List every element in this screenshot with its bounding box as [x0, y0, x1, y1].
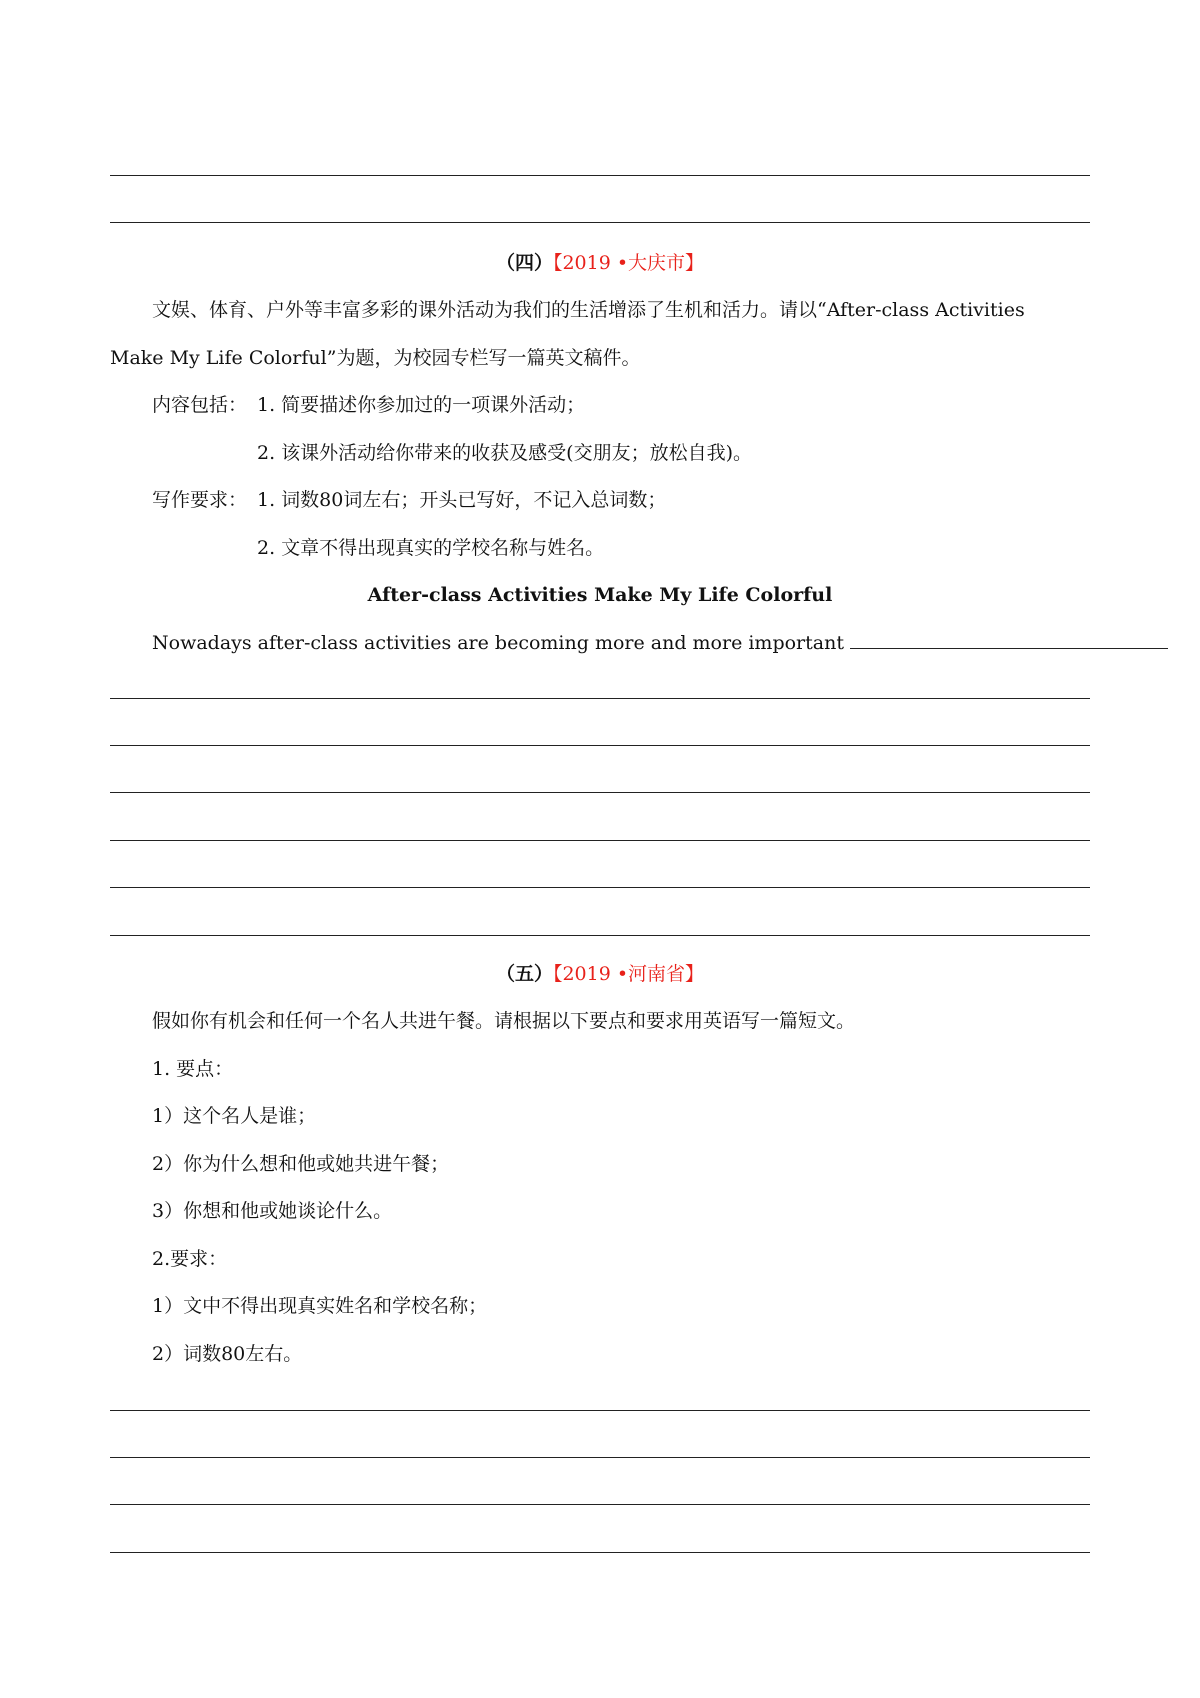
requirement-item-1: 1. 词数80词左右；开头已写好，不记入总词数； [257, 489, 667, 511]
requirements-label: 2.要求： [152, 1248, 228, 1270]
answer-line [110, 698, 1090, 699]
content-item-1: 1. 简要描述你参加过的一项课外活动； [257, 394, 586, 416]
section5-source: 【2019 •河南省】 [552, 963, 705, 985]
answer-line [110, 745, 1090, 746]
section4-intro-line1: 文娱、体育、户外等丰富多彩的课外活动为我们的生活增添了生机和活力。请以“After-class Activities [152, 299, 1025, 321]
points-label: 1. 要点： [152, 1058, 234, 1080]
section4-number: （四） [495, 252, 553, 274]
requirement-item-2: 2. 文章不得出现真实的学校名称与姓名。 [257, 537, 605, 559]
essay-start [152, 630, 1168, 656]
point-2: 2）你为什么想和他或她共进午餐； [152, 1153, 450, 1175]
answer-line [110, 1504, 1090, 1505]
point-3: 3）你想和他或她谈论什么。 [152, 1200, 393, 1222]
section4-source: 【2019 •大庆市】 [552, 252, 705, 274]
section5-heading [0, 961, 1200, 987]
answer-line [110, 840, 1090, 841]
section4-heading [0, 250, 1200, 276]
section4-intro-line2: Make My Life Colorful”为题，为校园专栏写一篇英文稿件。 [110, 347, 641, 369]
point-1: 1）这个名人是谁； [152, 1105, 317, 1127]
essay-title: After-class Activities Make My Life Colorful [367, 584, 833, 606]
section5-intro: 假如你有机会和任何一个名人共进午餐。请根据以下要点和要求用英语写一篇短文。 [152, 1010, 856, 1032]
answer-line [110, 222, 1090, 223]
content-label: 内容包括： [152, 394, 248, 416]
essay-start-text: Nowadays after-class activities are becoming more and more important [152, 632, 844, 654]
section5-number: （五） [495, 963, 553, 985]
content-item-2: 2. 该课外活动给你带来的收获及感受(交朋友；放松自我)。 [257, 442, 752, 464]
answer-line [110, 1410, 1090, 1411]
answer-line [110, 1457, 1090, 1458]
requirement-1: 1）文中不得出现真实姓名和学校名称； [152, 1295, 488, 1317]
requirement-label: 写作要求： [152, 489, 248, 511]
answer-line [110, 1552, 1090, 1553]
answer-line [110, 887, 1090, 888]
answer-line [110, 935, 1090, 936]
requirement-2: 2）词数80左右。 [152, 1343, 303, 1365]
essay-start-blank [850, 648, 1168, 649]
answer-line [110, 175, 1090, 176]
answer-line [110, 792, 1090, 793]
